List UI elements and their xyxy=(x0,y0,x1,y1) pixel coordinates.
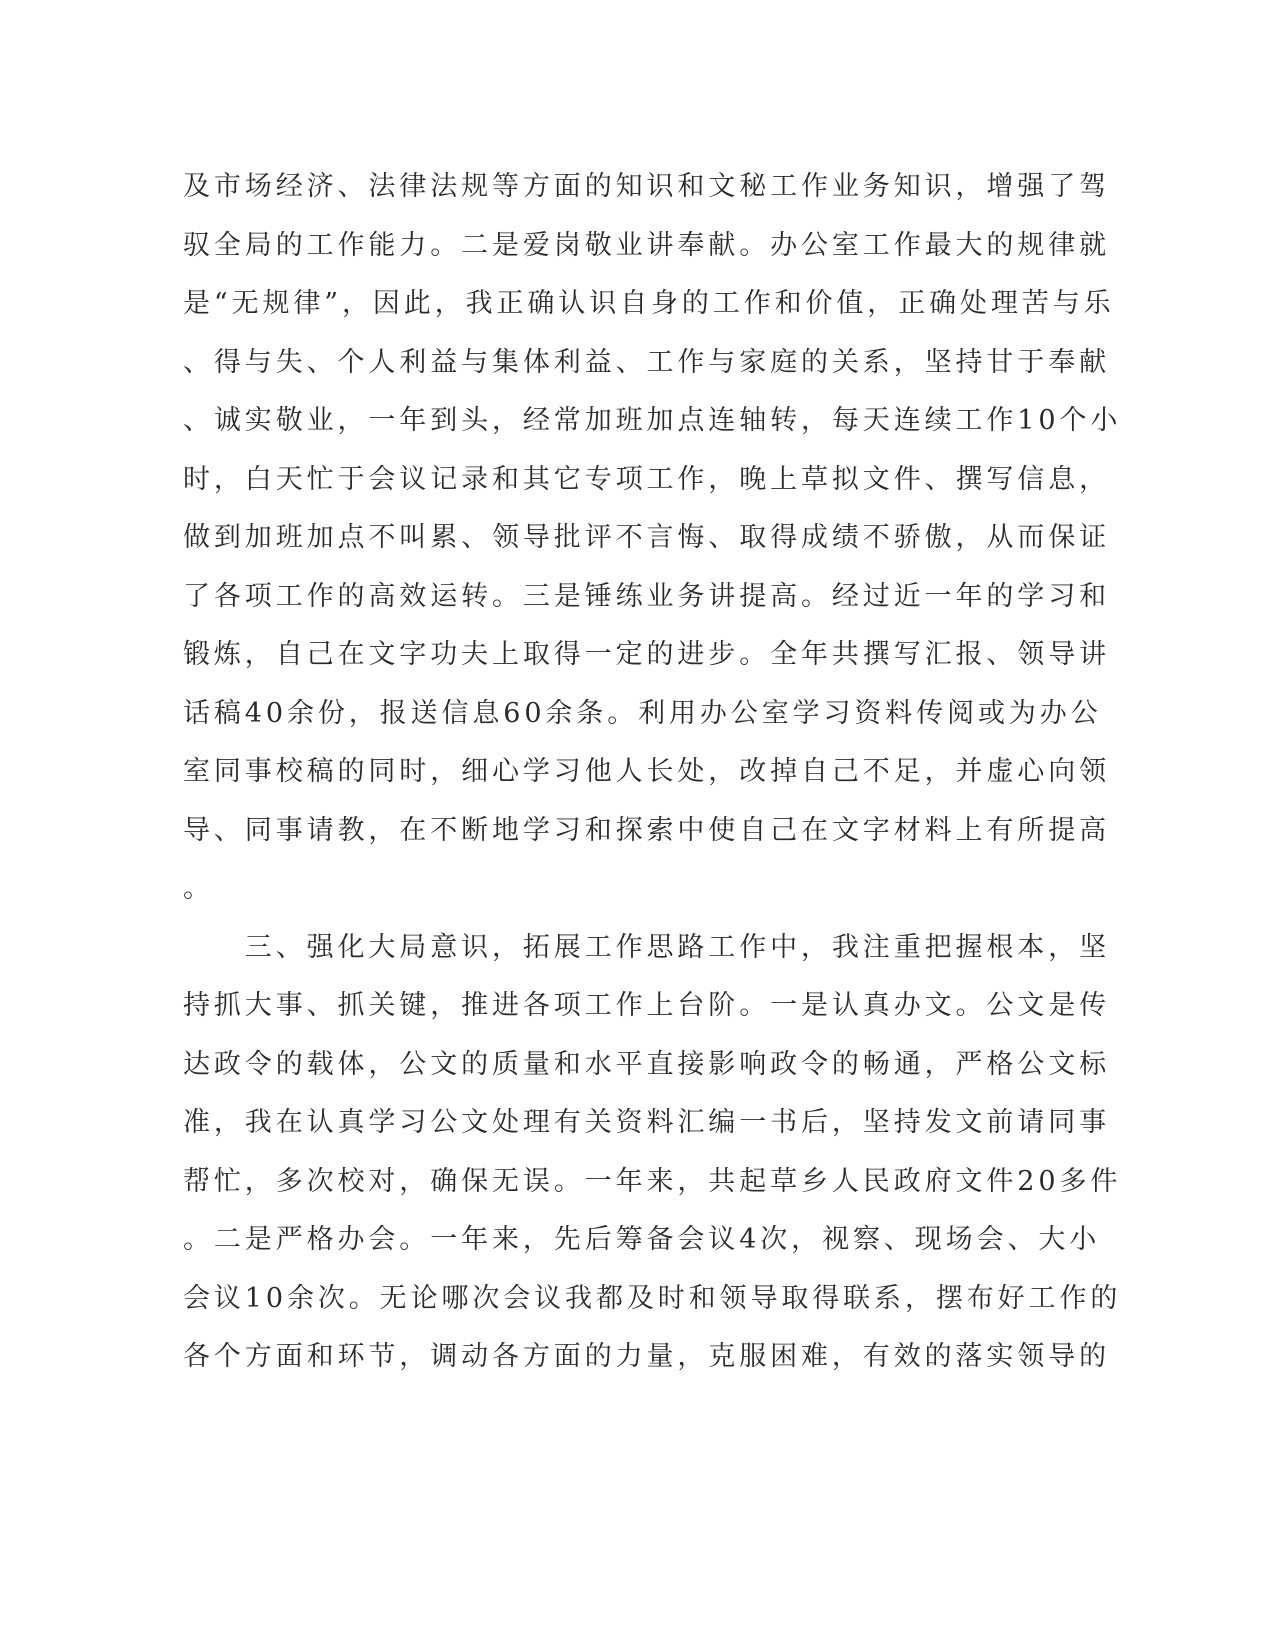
text-line: 了各项工作的高效运转。三是锤练业务讲提高。经过近一年的学习和 xyxy=(183,580,1110,612)
body-text xyxy=(183,158,1122,1387)
text-line: 话稿40余份，报送信息60余条。利用办公室学习资料传阅或为办公 xyxy=(183,697,1102,729)
text-line: 时，白天忙于会议记录和其它专项工作，晚上草拟文件、撰写信息， xyxy=(183,463,1110,495)
text-line: 。 xyxy=(183,873,214,904)
text-line: 及市场经济、法律法规等方面的知识和文秘工作业务知识，增强了驾 xyxy=(183,171,1110,202)
text-line: 准，我在认真学习公文处理有关资料汇编一书后，坚持发文前请同事 xyxy=(183,1107,1110,1138)
text-line: 是“无规律”，因此，我正确认识自身的工作和价值，正确处理苦与乐 xyxy=(183,288,1115,319)
text-line: 。二是严格办会。一年来，先后筹备会议4次，视察、现场会、大小 xyxy=(183,1224,1101,1255)
text-line: 帮忙，多次校对，确保无误。一年来，共起草乡人民政府文件20多件 xyxy=(183,1165,1122,1197)
text-line: 室同事校稿的同时，细心学习他人长处，改掉自己不足，并虚心向领 xyxy=(183,756,1110,787)
text-line: 、诚实敬业，一年到头，经常加班加点连轴转，每天连续工作10个小 xyxy=(183,405,1122,436)
text-line: 、得与失、个人利益与集体利益、工作与家庭的关系，坚持甘于奉献 xyxy=(183,346,1110,378)
text-line: 做到加班加点不叫累、领导批评不言悔、取得成绩不骄傲，从而保证 xyxy=(183,522,1110,553)
text-line: 持抓大事、抓关键，推进各项工作上台阶。一是认真办文。公文是传 xyxy=(183,990,1110,1021)
text-line: 会议10余次。无论哪次会议我都及时和领导取得联系，摆布好工作的 xyxy=(183,1282,1122,1314)
text-line: 导、同事请教，在不断地学习和探索中使自己在文字材料上有所提高 xyxy=(183,814,1110,846)
text-line: 达政令的载体，公文的质量和水平直接影响政令的畅通，严格公文标 xyxy=(183,1048,1110,1080)
text-line: 三、强化大局意识，拓展工作思路工作中，我注重把握根本，坚 xyxy=(183,931,1110,963)
text-line: 各个方面和环节，调动各方面的力量，克服困难，有效的落实领导的 xyxy=(183,1341,1110,1372)
text-line: 锻炼，自己在文字功夫上取得一定的进步。全年共撰写汇报、领导讲 xyxy=(183,639,1110,670)
text-line: 驭全局的工作能力。二是爱岗敬业讲奉献。办公室工作最大的规律就 xyxy=(183,229,1110,261)
